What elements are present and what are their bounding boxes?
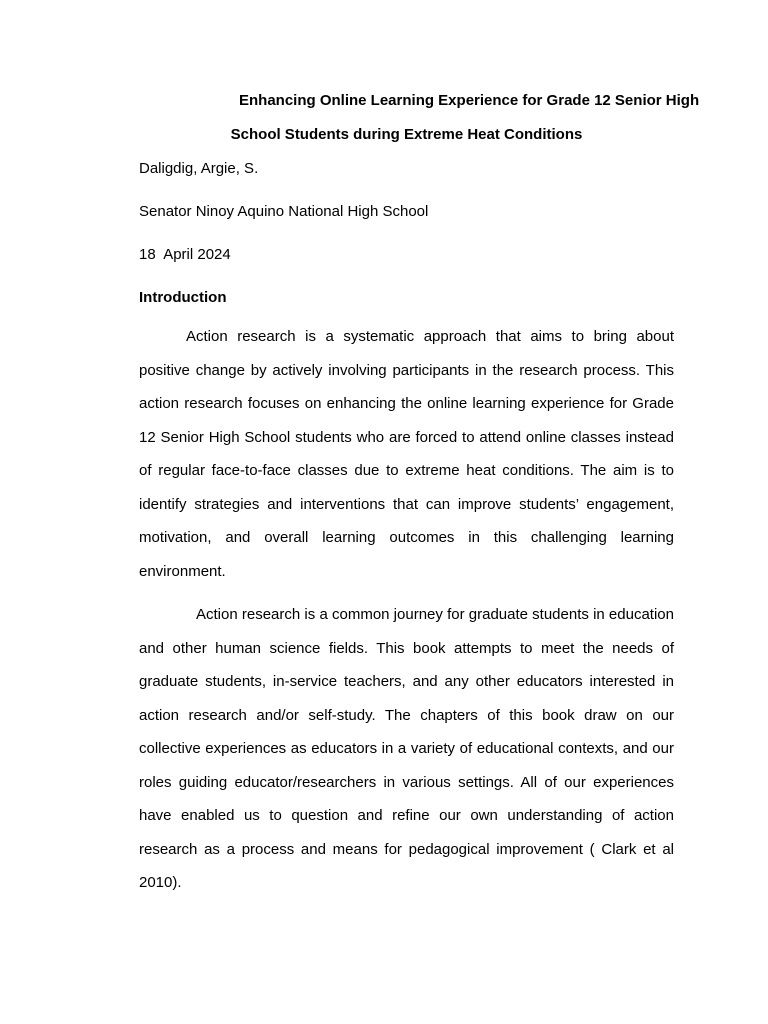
document-title [139,84,700,151]
section-heading-introduction: Introduction [139,289,227,306]
author-name: Daligdig, Argie, S. [139,160,259,177]
school-name: Senator Ninoy Aquino National High School [139,203,429,220]
document-date: 18 April 2024 [139,246,231,263]
paragraph-1: Action research is a systematic approach that aims to bring about positive change by actively involving participants in the research process. This action research focuses on enhancing the online learning experience for Grade 12 Senior High School students who are forced to attend online classes instead of regular face-to-face classes due to extreme heat conditions. The aim is to identify strategies and interventions that can improve students’ engagement, motivation, and overall learning outcomes in this challenging learning environment. [139,328,674,580]
paragraph-2: Action research is a common journey for graduate students in education and other human science fields. This book attempts to meet the needs of graduate students, in-service teachers, and any other educators interested in action research and/or self-study. The chapters of this book draw on our collective experiences as educators in a variety of educational contexts, and our roles guiding educator/researchers in various settings. All of our experiences have enabled us to question and refine our own understanding of action research as a process and means for pedagogical improvement ( Clark et al 2010). [139,606,674,891]
title-line-2: School Students during Extreme Heat Conditions [230,125,583,143]
title-line-1: Enhancing Online Learning Experience for Grade 12 Senior High [239,92,700,109]
